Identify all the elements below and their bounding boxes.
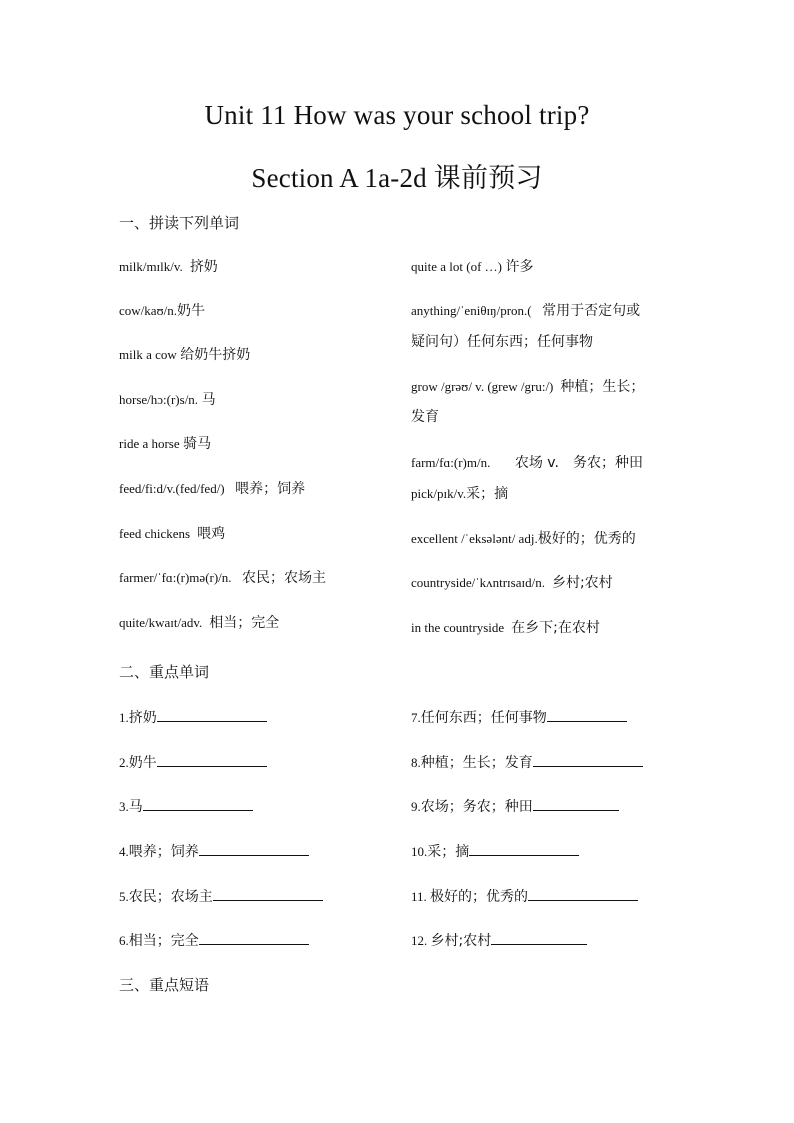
answer-blank[interactable] xyxy=(528,885,638,901)
vocab-en: feed/fi:d/v.(fed/fed/) xyxy=(119,481,225,496)
vocab-en: farm/fɑ:(r)m/n. xyxy=(411,455,491,470)
vocab-en: quite/kwaɪt/adv. xyxy=(119,615,203,630)
vocab-item xyxy=(119,257,218,278)
item-prompt: 马 xyxy=(128,799,143,815)
vocab-item-continued xyxy=(411,332,593,353)
item-prompt: 挤奶 xyxy=(128,710,157,726)
answer-blank[interactable] xyxy=(143,795,253,811)
item-number: 3. xyxy=(119,799,129,814)
item-number: 7. xyxy=(411,710,421,725)
vocab-item xyxy=(411,453,643,474)
fill-blank-item xyxy=(411,885,638,908)
section-1-heading: 一、拼读下列单词 xyxy=(119,214,240,232)
vocab-en: farmer/ˈfɑ:(r)mə(r)/n. xyxy=(119,570,232,585)
vocab-cn: 乡村;农村 xyxy=(551,575,613,591)
vocab-item xyxy=(119,301,205,322)
vocab-cn: 喂鸡 xyxy=(197,526,226,542)
answer-blank[interactable] xyxy=(533,795,619,811)
vocab-cn: 喂养；饲养 xyxy=(235,481,306,497)
vocab-en: milk/mɪlk/v. xyxy=(119,259,183,274)
answer-blank[interactable] xyxy=(199,840,309,856)
vocab-cn: 在乡下;在农村 xyxy=(511,620,600,636)
item-prompt: 采；摘 xyxy=(427,844,470,860)
item-number: 12. xyxy=(411,933,431,948)
vocab-cn: 疑问句）任何东西；任何事物 xyxy=(411,334,593,350)
vocab-item xyxy=(411,377,644,398)
fill-blank-item xyxy=(119,751,267,774)
item-number: 9. xyxy=(411,799,421,814)
fill-blank-item xyxy=(119,840,309,863)
item-number: 5. xyxy=(119,889,129,904)
vocab-cn: 马 xyxy=(201,392,216,408)
answer-blank[interactable] xyxy=(157,751,267,767)
vocab-cn: 奶牛 xyxy=(177,303,206,319)
vocab-item xyxy=(119,613,279,634)
vocab-item xyxy=(411,301,640,322)
page-title: Unit 11 How was your school trip? xyxy=(204,100,590,130)
vocab-en: quite a lot (of …) xyxy=(411,259,502,274)
item-prompt: 乡村;农村 xyxy=(430,933,492,949)
item-prompt: 奶牛 xyxy=(128,755,157,771)
vocab-item xyxy=(411,529,636,550)
vocab-cn: 务农；种田 xyxy=(572,455,643,471)
vocab-cn: 给奶牛挤奶 xyxy=(180,347,251,363)
section-2-heading: 二、重点单词 xyxy=(119,663,210,681)
fill-blank-item xyxy=(119,706,267,729)
vocab-en: milk a cow xyxy=(119,347,177,362)
vocab-item xyxy=(411,257,533,278)
vocab-en: cow/kaʊ/n. xyxy=(119,303,178,318)
vocab-item xyxy=(119,390,216,411)
item-prompt: 相当；完全 xyxy=(128,933,199,949)
vocab-cn: 骑马 xyxy=(183,436,212,452)
answer-blank[interactable] xyxy=(157,706,267,722)
page-subtitle: Section A 1a-2d 课前预习 xyxy=(251,163,543,193)
item-number: 10. xyxy=(411,844,428,859)
item-prompt: 喂养；饲养 xyxy=(128,844,199,860)
vocab-en: in the countryside xyxy=(411,620,505,635)
answer-blank[interactable] xyxy=(469,840,579,856)
vocab-item-continued xyxy=(411,407,439,428)
fill-blank-item xyxy=(411,751,643,774)
item-number: 4. xyxy=(119,844,129,859)
vocab-cn: 发育 xyxy=(411,409,439,425)
vocab-cn: 采；摘 xyxy=(466,486,509,502)
fill-blank-item xyxy=(411,795,619,818)
vocab-en: feed chickens xyxy=(119,526,191,541)
vocab-item xyxy=(119,524,225,545)
vocab-cn: 许多 xyxy=(505,259,534,275)
item-prompt: 任何东西；任何事物 xyxy=(420,710,547,726)
fill-blank-item xyxy=(411,840,579,863)
item-prompt: 极好的；优秀的 xyxy=(430,889,529,905)
vocab-item xyxy=(119,434,211,455)
vocab-en: anything/ˈeniθɪŋ/pron.( xyxy=(411,303,532,318)
fill-blank-item xyxy=(119,795,253,818)
answer-blank[interactable] xyxy=(199,929,309,945)
vocab-item xyxy=(411,484,508,505)
vocab-en: pick/pɪk/v. xyxy=(411,486,467,501)
vocab-cn: 农场 v. xyxy=(514,455,559,471)
vocab-en: horse/hɔ:(r)s/n. xyxy=(119,392,199,407)
vocab-item xyxy=(119,345,250,366)
fill-blank-item xyxy=(119,885,323,908)
vocab-en: grow /grəʊ/ v. (grew /gru:/) xyxy=(411,379,554,394)
answer-blank[interactable] xyxy=(533,751,643,767)
item-number: 6. xyxy=(119,933,129,948)
vocab-cn: 挤奶 xyxy=(189,259,218,275)
item-prompt: 农场；务农；种田 xyxy=(420,799,533,815)
item-number: 8. xyxy=(411,755,421,770)
vocab-item xyxy=(411,618,600,639)
vocab-cn: 相当；完全 xyxy=(209,615,280,631)
item-number: 11. xyxy=(411,889,431,904)
vocab-cn: 常用于否定句或 xyxy=(542,303,641,319)
vocab-item xyxy=(119,479,305,500)
fill-blank-item xyxy=(411,929,587,952)
vocab-en: ride a horse xyxy=(119,436,180,451)
vocab-cn: 极好的；优秀的 xyxy=(537,531,636,547)
answer-blank[interactable] xyxy=(491,929,587,945)
item-prompt: 种植；生长；发育 xyxy=(420,755,533,771)
section-3-heading: 三、重点短语 xyxy=(119,976,210,994)
item-prompt: 农民；农场主 xyxy=(128,889,213,905)
fill-blank-item xyxy=(411,706,627,729)
vocab-en: countryside/ˈkʌntrɪsaɪd/n. xyxy=(411,575,545,590)
answer-blank[interactable] xyxy=(213,885,323,901)
vocab-item xyxy=(119,568,326,589)
vocab-cn: 农民；农场主 xyxy=(242,570,327,586)
vocab-en: excellent /ˈeksələnt/ adj. xyxy=(411,531,538,546)
fill-blank-item xyxy=(119,929,309,952)
vocab-cn: 种植；生长； xyxy=(560,379,645,395)
vocab-item xyxy=(411,573,613,594)
item-number: 2. xyxy=(119,755,129,770)
answer-blank[interactable] xyxy=(547,706,627,722)
item-number: 1. xyxy=(119,710,129,725)
